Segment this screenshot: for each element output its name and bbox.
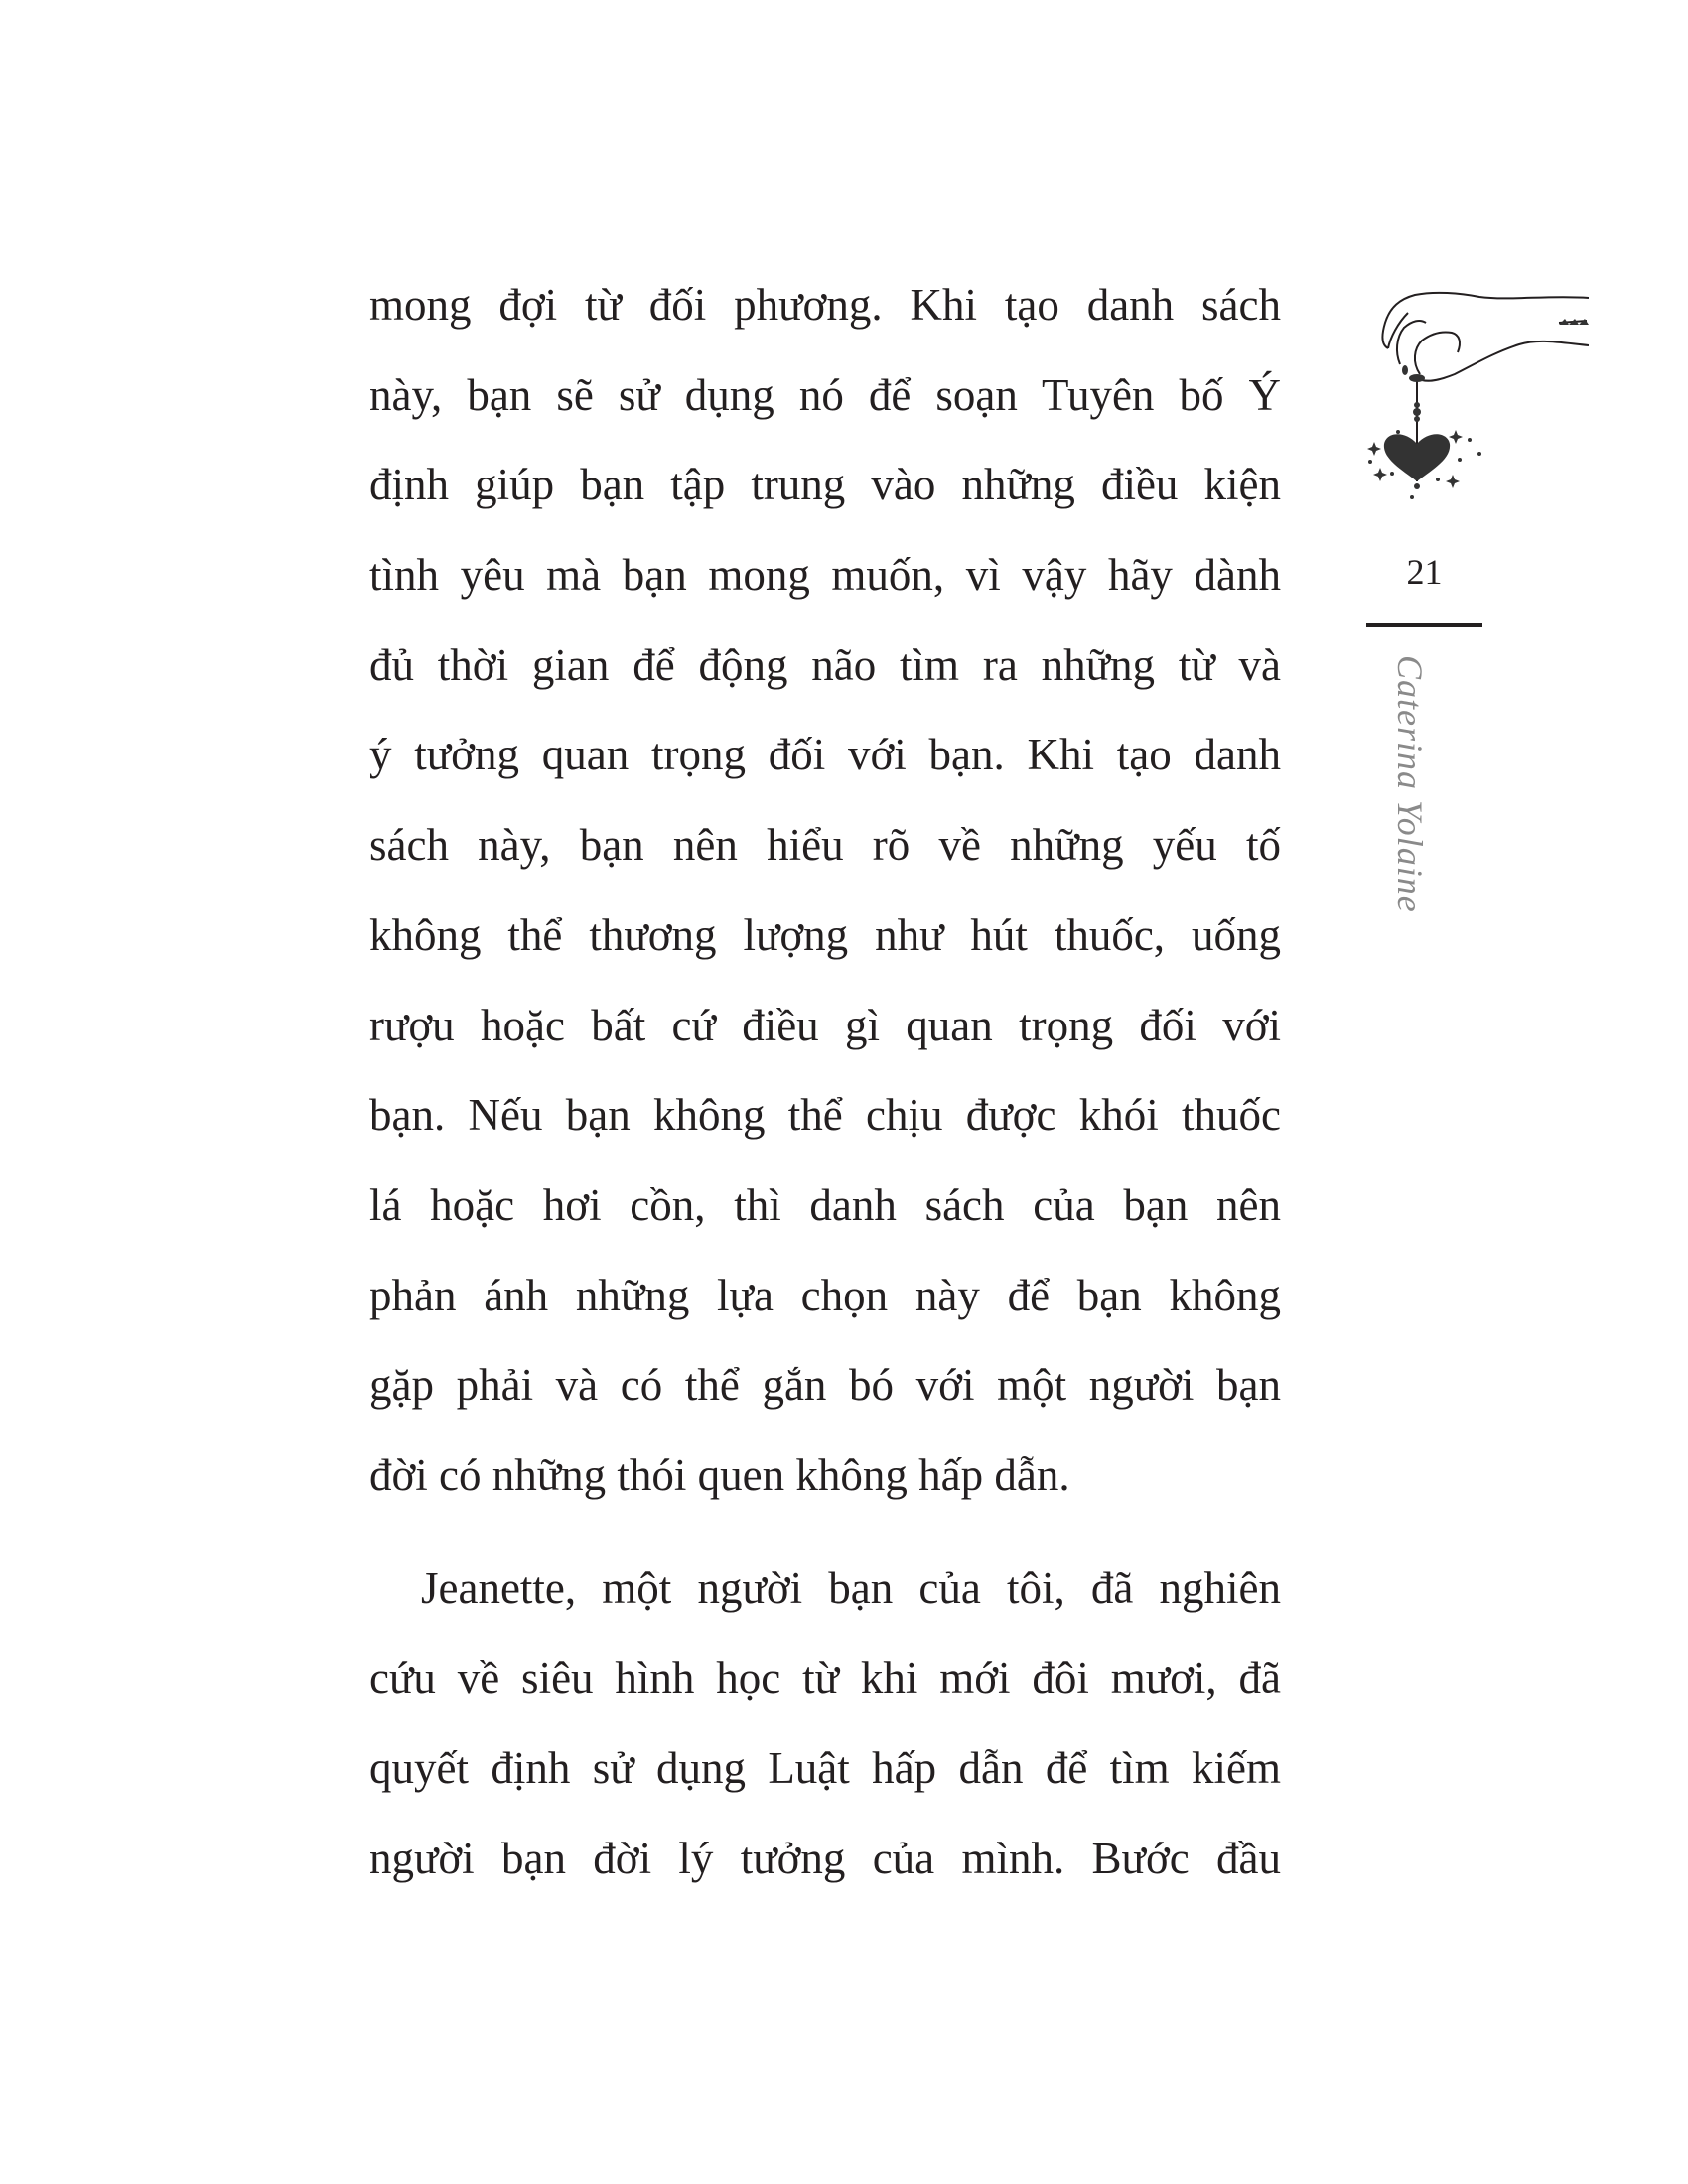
hand-holding-heart-icon bbox=[1360, 283, 1589, 541]
paragraph-1 bbox=[369, 260, 1281, 1521]
text-line: định giúp bạn tập trung vào những điều kiện bbox=[369, 460, 1281, 510]
text-line: bạn. Nếu bạn không thể chịu được khói thuốc bbox=[369, 1090, 1281, 1141]
text-line: đủ thời gian để động não tìm ra những từ và bbox=[369, 639, 1281, 690]
text-line: sách này, bạn nên hiểu rõ về những yếu tố bbox=[369, 820, 1281, 871]
page-number: 21 bbox=[1406, 552, 1443, 592]
text-line: quyết định sử dụng Luật hấp dẫn để tìm kiếm bbox=[369, 1743, 1281, 1793]
text-line: Jeanette, một người bạn của tôi, đã nghiên bbox=[421, 1563, 1281, 1613]
paragraph-2 bbox=[369, 1544, 1281, 1904]
text-line: gặp phải và có thể gắn bó với một người bạn bbox=[369, 1360, 1281, 1411]
text-line: này, bạn sẽ sử dụng nó để soạn Tuyên bố Ý bbox=[369, 369, 1281, 420]
text-line: không thể thương lượng như hút thuốc, uống bbox=[369, 909, 1281, 960]
text-line: mong đợi từ đối phương. Khi tạo danh sách bbox=[369, 280, 1281, 330]
divider bbox=[1366, 623, 1482, 627]
text-line: người bạn đời lý tưởng của mình. Bước đầu bbox=[369, 1833, 1281, 1883]
text-line: lá hoặc hơi cồn, thì danh sách của bạn nên bbox=[369, 1179, 1281, 1230]
text-line: cứu về siêu hình học từ khi mới đôi mươi, đã bbox=[369, 1653, 1281, 1704]
text-line: tình yêu mà bạn mong muốn, vì vậy hãy dành bbox=[369, 550, 1281, 601]
text-line: phản ánh những lựa chọn này để bạn không bbox=[369, 1270, 1281, 1320]
text-line: ý tưởng quan trọng đối với bạn. Khi tạo danh bbox=[369, 730, 1281, 780]
body-text bbox=[369, 260, 1281, 1903]
author-name: Caterina Yolaine bbox=[1390, 655, 1430, 913]
text-line: rượu hoặc bất cứ điều gì quan trọng đối với bbox=[369, 1000, 1281, 1050]
text-line: đời có những thói quen không hấp dẫn. bbox=[369, 1449, 1070, 1500]
